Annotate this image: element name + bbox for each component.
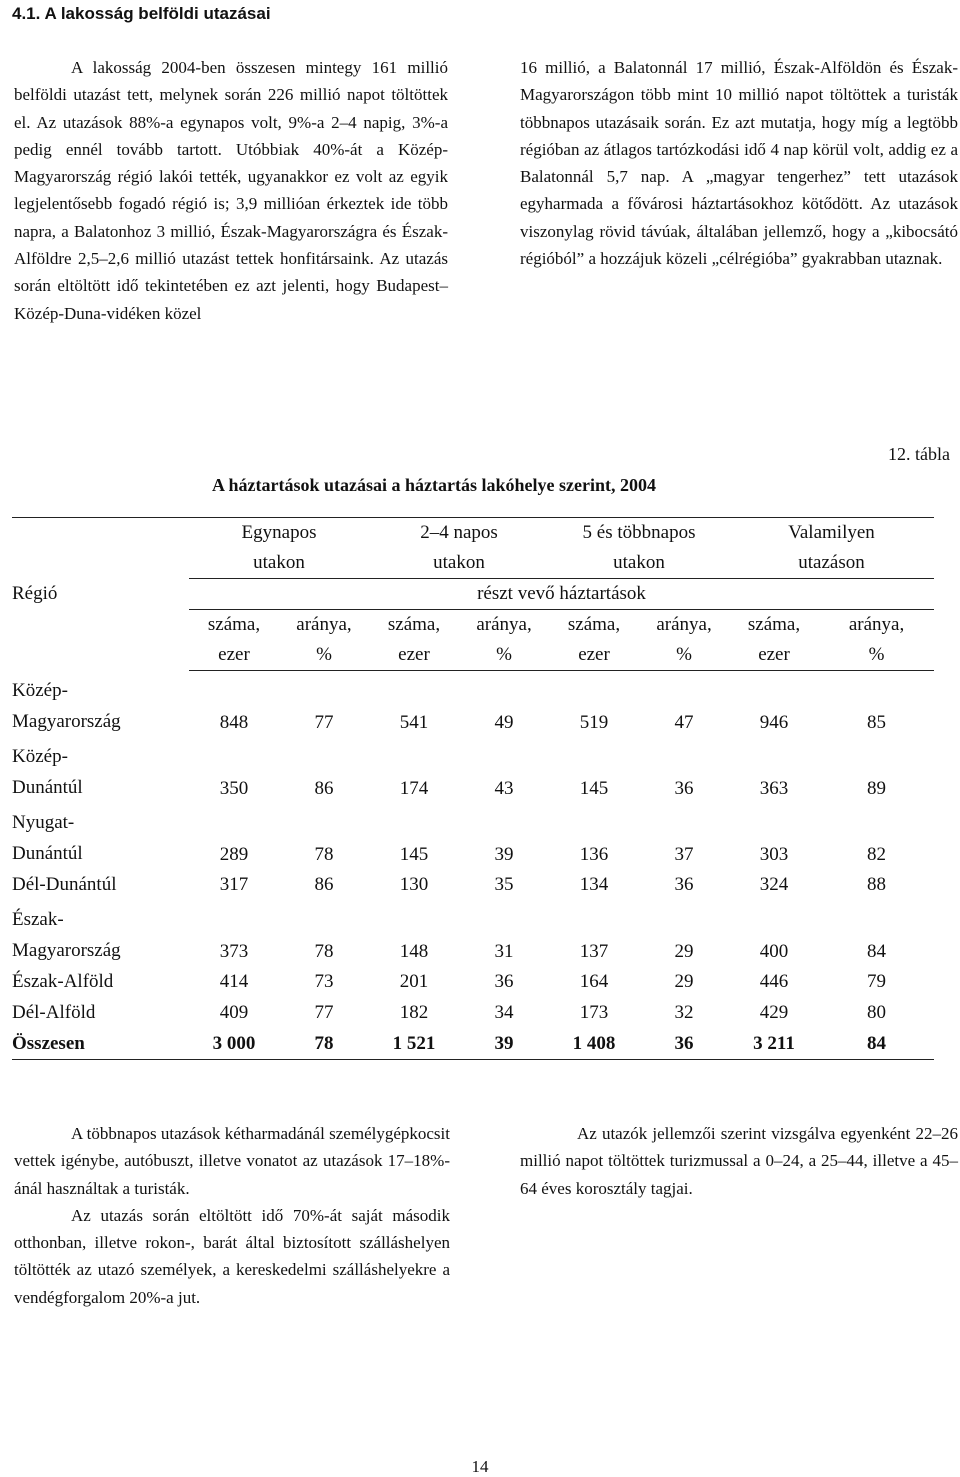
group-header: 2–4 napos — [369, 518, 549, 549]
table-title: A háztartások utazásai a háztartás lakóhelye szerint, 2004 — [212, 475, 656, 495]
share-cell: 84 — [867, 941, 887, 962]
share-cell: 85 — [867, 712, 887, 733]
count-cell: 317 — [219, 873, 249, 895]
share-unit: % — [819, 640, 934, 671]
table-row — [12, 900, 934, 966]
share-cell: 29 — [674, 970, 694, 992]
share-unit: % — [279, 640, 369, 671]
count-cell: 303 — [759, 844, 789, 865]
share-unit: % — [639, 640, 729, 671]
share-header: aránya, — [296, 614, 352, 635]
count-unit: ezer — [549, 640, 639, 671]
count-unit: ezer — [369, 640, 459, 671]
share-cell: 47 — [674, 712, 694, 733]
region-name — [12, 900, 189, 966]
count-header: száma, — [567, 614, 621, 635]
share-cell: 84 — [819, 1028, 934, 1060]
share-header: aránya, — [656, 614, 712, 635]
footer-left-column — [14, 1120, 450, 1311]
region-header-label: Régió — [12, 583, 58, 605]
count-cell: 400 — [759, 941, 789, 962]
intro-left-column — [14, 54, 448, 327]
region-name — [12, 869, 189, 900]
region-name — [12, 1028, 189, 1060]
region-name-line: Összesen — [12, 1032, 85, 1054]
share-cell: 73 — [314, 970, 334, 992]
count-cell: 289 — [219, 844, 249, 865]
group-header-sub: utakon — [549, 548, 729, 579]
count-cell: 946 — [759, 712, 789, 733]
count-header: száma, — [387, 614, 441, 635]
count-cell: 148 — [399, 941, 429, 962]
count-cell: 519 — [579, 712, 609, 733]
table-row — [12, 671, 934, 738]
share-cell: 36 — [494, 970, 514, 992]
footer-left-paragraph-1: A többnapos utazások kétharmadánál személygépkocsit vettek igénybe, autóbuszt, illetve vonatot az utazások 17–18%-ánál használtak a turisták. — [14, 1124, 450, 1198]
table-row — [12, 869, 934, 900]
intro-right-column — [520, 54, 958, 272]
region-name — [12, 966, 189, 997]
count-cell: 414 — [219, 970, 249, 992]
share-header: aránya, — [848, 614, 905, 635]
region-name-line: Észak- — [12, 909, 64, 930]
share-cell: 49 — [494, 712, 514, 733]
region-name-line: Magyarország — [12, 940, 121, 961]
intro-right-paragraph: 16 millió, a Balatonnál 17 millió, Észak-Alföldön és Észak-Magyarországon több mint 10 millió napot töltöttek a turisták többnapos utazásaik során. Ez azt mutatja, hogy míg a legtöbb régióban az átlagos tartózkodási idő 4 nap körül volt, addig ez a Balatonnál 5,7 nap. A „magyar tengerhez” tett utazások egyharmada a fővárosi háztartásokhoz kötődött. Az utazások viszonylag rövid távúak, általában jellemző, hogy a „kibocsátó régióból” a hozzájuk közeli „célrégióba” gyakrabban utaznak. — [520, 58, 958, 269]
count-cell: 350 — [219, 778, 249, 799]
share-cell: 78 — [314, 844, 334, 865]
region-name-line: Dunántúl — [12, 843, 83, 864]
region-header — [12, 518, 189, 671]
count-cell: 182 — [399, 1001, 429, 1023]
table-row — [12, 737, 934, 803]
region-name — [12, 671, 189, 738]
count-cell: 324 — [759, 873, 789, 895]
count-cell: 3 211 — [729, 1028, 819, 1060]
span-header: részt vevő háztartások — [189, 579, 934, 610]
table-total-row — [12, 1028, 934, 1060]
share-cell: 82 — [867, 844, 887, 865]
region-name-line: Észak-Alföld — [12, 970, 114, 992]
count-cell: 541 — [399, 712, 429, 733]
share-cell: 34 — [494, 1001, 514, 1023]
footer-right-column — [520, 1120, 958, 1202]
share-header: aránya, — [476, 614, 532, 635]
share-cell: 32 — [674, 1001, 694, 1023]
count-cell: 134 — [579, 873, 609, 895]
count-header: száma, — [207, 614, 261, 635]
count-cell: 373 — [219, 941, 249, 962]
region-name — [12, 737, 189, 803]
group-header-sub: utakon — [369, 548, 549, 579]
intro-left-paragraph: A lakosság 2004-ben összesen mintegy 161 millió belföldi utazást tett, melynek során 226 millió napot töltöttek el. Az utazások 88%-a egynapos volt, 9%-a 2–4 napig, 3%-a pedig ennél tovább tartott. Utóbbiak 40%-át a Közép-Magyarország régió lakói tették, ugyanakkor ez volt az egyik legjelentősebb fogadó régió is; 3,9 millióan érkeztek ide több napra, a Balatonhoz 3 millió, Észak-Magyarországra és Észak-Alföldre 2,5–2,6 millió utazást tettek honfitársaink. Az utazás során eltöltött idő tekintetében ez azt jelenti, hogy Budapest–Közép-Duna-vidéken közel — [14, 58, 448, 323]
share-cell: 35 — [494, 873, 514, 895]
table-row — [12, 997, 934, 1028]
share-cell: 31 — [494, 941, 514, 962]
share-cell: 36 — [674, 873, 694, 895]
section-title: 4.1. A lakosság belföldi utazásai — [12, 4, 271, 23]
count-cell: 136 — [579, 844, 609, 865]
count-cell: 164 — [579, 970, 609, 992]
count-cell: 137 — [579, 941, 609, 962]
share-cell: 36 — [639, 1028, 729, 1060]
region-name — [12, 997, 189, 1028]
table-row — [12, 803, 934, 869]
count-cell: 363 — [759, 778, 789, 799]
footer-right-paragraph: Az utazók jellemzői szerint vizsgálva egyenként 22–26 millió napot töltöttek turizmussal a 0–24, a 25–44, illetve a 45–64 éves korosztály tagjai. — [520, 1124, 958, 1198]
region-name-line: Közép- — [12, 746, 68, 767]
count-cell: 145 — [579, 778, 609, 799]
share-cell: 39 — [459, 1028, 549, 1060]
count-cell: 848 — [219, 712, 249, 733]
region-name — [12, 803, 189, 869]
count-cell: 429 — [759, 1001, 789, 1023]
count-unit: ezer — [729, 640, 819, 671]
page-number: 14 — [471, 1457, 489, 1476]
share-cell: 78 — [314, 941, 334, 962]
count-cell: 1 408 — [549, 1028, 639, 1060]
share-cell: 77 — [314, 1001, 334, 1023]
count-cell: 409 — [219, 1001, 249, 1023]
share-cell: 77 — [314, 712, 334, 733]
count-cell: 1 521 — [369, 1028, 459, 1060]
group-header: 5 és többnapos — [549, 518, 729, 549]
share-cell: 86 — [314, 873, 334, 895]
table-row — [12, 966, 934, 997]
footer-left-paragraph-2: Az utazás során eltöltött idő 70%-át saját második otthonban, illetve rokon-, barát által biztosított szálláshelyen töltötték az utazó személyek, a kereskedelmi szálláshelyekre a vendégforgalom 20%-a jut. — [14, 1205, 450, 1307]
count-cell: 145 — [399, 844, 429, 865]
share-cell: 29 — [674, 941, 694, 962]
share-cell: 89 — [867, 778, 887, 799]
count-cell: 130 — [399, 873, 429, 895]
region-name-line: Dél-Dunántúl — [12, 873, 117, 895]
share-cell: 88 — [867, 873, 887, 895]
data-table — [12, 517, 934, 1060]
region-name-line: Magyarország — [12, 711, 121, 732]
share-cell: 37 — [674, 844, 694, 865]
share-cell: 79 — [867, 970, 887, 992]
count-cell: 3 000 — [189, 1028, 279, 1060]
share-cell: 39 — [494, 844, 514, 865]
share-cell: 86 — [314, 778, 334, 799]
count-cell: 446 — [759, 970, 789, 992]
share-cell: 36 — [674, 778, 694, 799]
group-header-sub: utakon — [189, 548, 369, 579]
count-cell: 173 — [579, 1001, 609, 1023]
count-cell: 201 — [399, 970, 429, 992]
group-header-sub: utazáson — [729, 548, 934, 579]
group-header: Valamilyen — [729, 518, 934, 549]
share-unit: % — [459, 640, 549, 671]
region-name-line: Közép- — [12, 680, 68, 701]
count-header: száma, — [747, 614, 801, 635]
region-name-line: Nyugat- — [12, 812, 75, 833]
count-cell: 174 — [399, 778, 429, 799]
count-unit: ezer — [189, 640, 279, 671]
region-name-line: Dél-Alföld — [12, 1001, 96, 1023]
region-name-line: Dunántúl — [12, 777, 83, 798]
share-cell: 78 — [279, 1028, 369, 1060]
share-cell: 80 — [867, 1001, 887, 1023]
share-cell: 43 — [494, 778, 514, 799]
group-header: Egynapos — [189, 518, 369, 549]
table-label: 12. tábla — [888, 444, 950, 464]
